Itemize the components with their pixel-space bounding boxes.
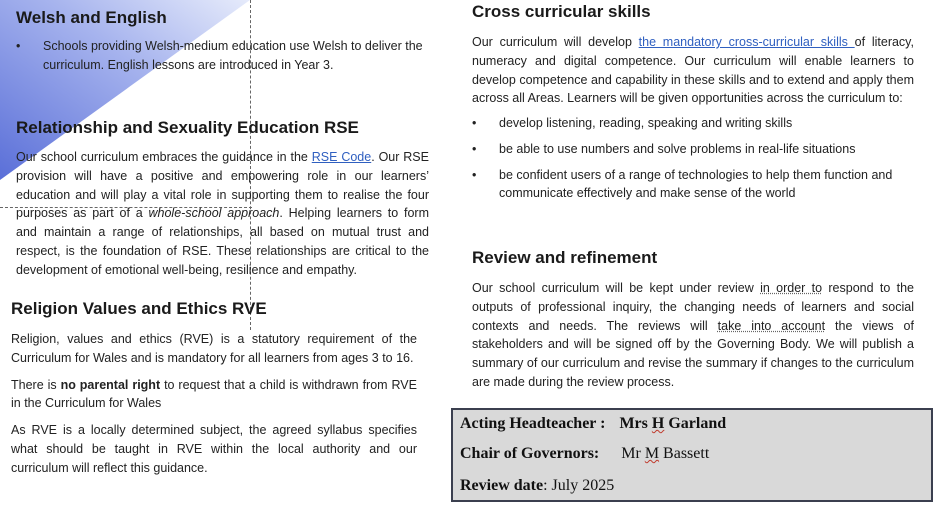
review-text: Our school curriculum will be kept under review xyxy=(472,281,761,295)
cross-skills-link[interactable]: the mandatory cross-curricular skills xyxy=(638,35,855,49)
rve-section xyxy=(11,299,417,478)
bullet-icon: • xyxy=(472,168,477,183)
rse-code-link[interactable]: RSE Code xyxy=(311,150,372,164)
name-part: Bassett xyxy=(659,445,710,462)
cross-bullet-text: be confident users of a range of technologies to help them function and communicate effectively and make sense of the world xyxy=(499,168,893,201)
chair-label: Chair of Governors: xyxy=(460,445,600,462)
rve-text: to request that a child is withdrawn from RVE in the Curriculum for Wales xyxy=(11,377,417,411)
rse-text: . Helping learners to form and maintain a range of relationships, all based on mutual trust and respect, is the foundation of RSE. These relationships are critical to the development of emotional well-being, resilience and empathy. xyxy=(16,206,429,277)
bullet-icon: • xyxy=(472,142,477,157)
headteacher-label: Acting Headteacher : xyxy=(460,415,606,432)
headteacher-row xyxy=(460,415,726,433)
name-part: Mrs xyxy=(619,415,652,432)
rve-paragraph-2 xyxy=(11,376,417,414)
review-date-value: : July 2025 xyxy=(543,477,615,494)
signoff-box xyxy=(451,408,933,502)
cross-list xyxy=(472,114,914,202)
review-section xyxy=(472,248,914,392)
review-paragraph xyxy=(472,279,914,392)
welsh-heading: Welsh and English xyxy=(16,8,167,27)
review-heading: Review and refinement xyxy=(472,248,658,267)
review-text: respond to the outputs of professional inquiry, the changing needs of learners and social contexts and needs. The reviews will xyxy=(472,281,914,333)
rse-text: Our school curriculum embraces the guidance in the xyxy=(16,150,312,164)
cross-paragraph xyxy=(472,33,914,108)
cross-bullet-text: develop listening, reading, speaking and writing skills xyxy=(499,116,793,131)
rse-text: . Our RSE provision will have a positive and empowering role in our learners’ education and will play a vital role in supporting them to realise the four purposes as part of a xyxy=(16,150,429,221)
chair-name xyxy=(621,445,709,462)
name-part: H xyxy=(651,415,665,432)
cross-text: Our curriculum will develop xyxy=(472,35,639,49)
bullet-icon: • xyxy=(16,39,21,53)
rse-italic: whole-school approach xyxy=(148,206,280,221)
cross-heading: Cross curricular skills xyxy=(472,2,651,21)
cross-text: of literacy, numeracy and digital competence. Our curriculum will enable learners to develop competence and capability in these skills and to extend and apply them across all Areas. Learners will be given opportunities across the curriculum to: xyxy=(472,35,914,106)
chair-row xyxy=(460,445,709,463)
rse-heading: Relationship and Sexuality Education RSE xyxy=(16,118,359,137)
rve-paragraph-1: Religion, values and ethics (RVE) is a statutory requirement of the Curriculum for Wales and is mandatory for all learners from ages 3 to 16. xyxy=(11,332,417,365)
rse-section xyxy=(16,118,429,280)
list-item xyxy=(472,114,914,132)
welsh-list xyxy=(16,37,436,75)
rve-heading: Religion Values and Ethics RVE xyxy=(11,299,267,318)
review-grammar-mark: take into account xyxy=(717,318,826,333)
review-grammar-mark: in order to xyxy=(760,281,823,295)
review-date-label: Review date xyxy=(460,477,544,494)
rse-paragraph xyxy=(16,148,429,280)
welsh-bullet-text: Schools providing Welsh-medium education use Welsh to deliver the curriculum. English lessons are introduced in Year 3. xyxy=(43,39,423,72)
name-part: M xyxy=(644,445,660,462)
review-date-row xyxy=(460,477,614,495)
rve-paragraph-3: As RVE is a locally determined subject, the agreed syllabus specifies what should be taught in RVE within the local authority and our curriculum will reflect this guidance. xyxy=(11,423,417,475)
review-text: the views of stakeholders and will be signed off by the Governing Body. We will publish a summary of our curriculum and revise the summary if changes to the curriculum are made during the review process. xyxy=(472,318,914,389)
rve-bold: no parental right xyxy=(60,377,161,392)
name-part: Garland xyxy=(664,415,727,432)
bullet-icon: • xyxy=(472,116,477,131)
name-part: Mr xyxy=(621,445,645,462)
list-item xyxy=(472,166,914,202)
cross-section xyxy=(472,2,914,202)
rve-text: There is xyxy=(11,377,61,392)
headteacher-name xyxy=(619,415,726,432)
list-item xyxy=(16,37,436,75)
cross-bullet-text: be able to use numbers and solve problems in real-life situations xyxy=(499,142,856,157)
list-item xyxy=(472,140,914,158)
welsh-section xyxy=(16,8,436,75)
